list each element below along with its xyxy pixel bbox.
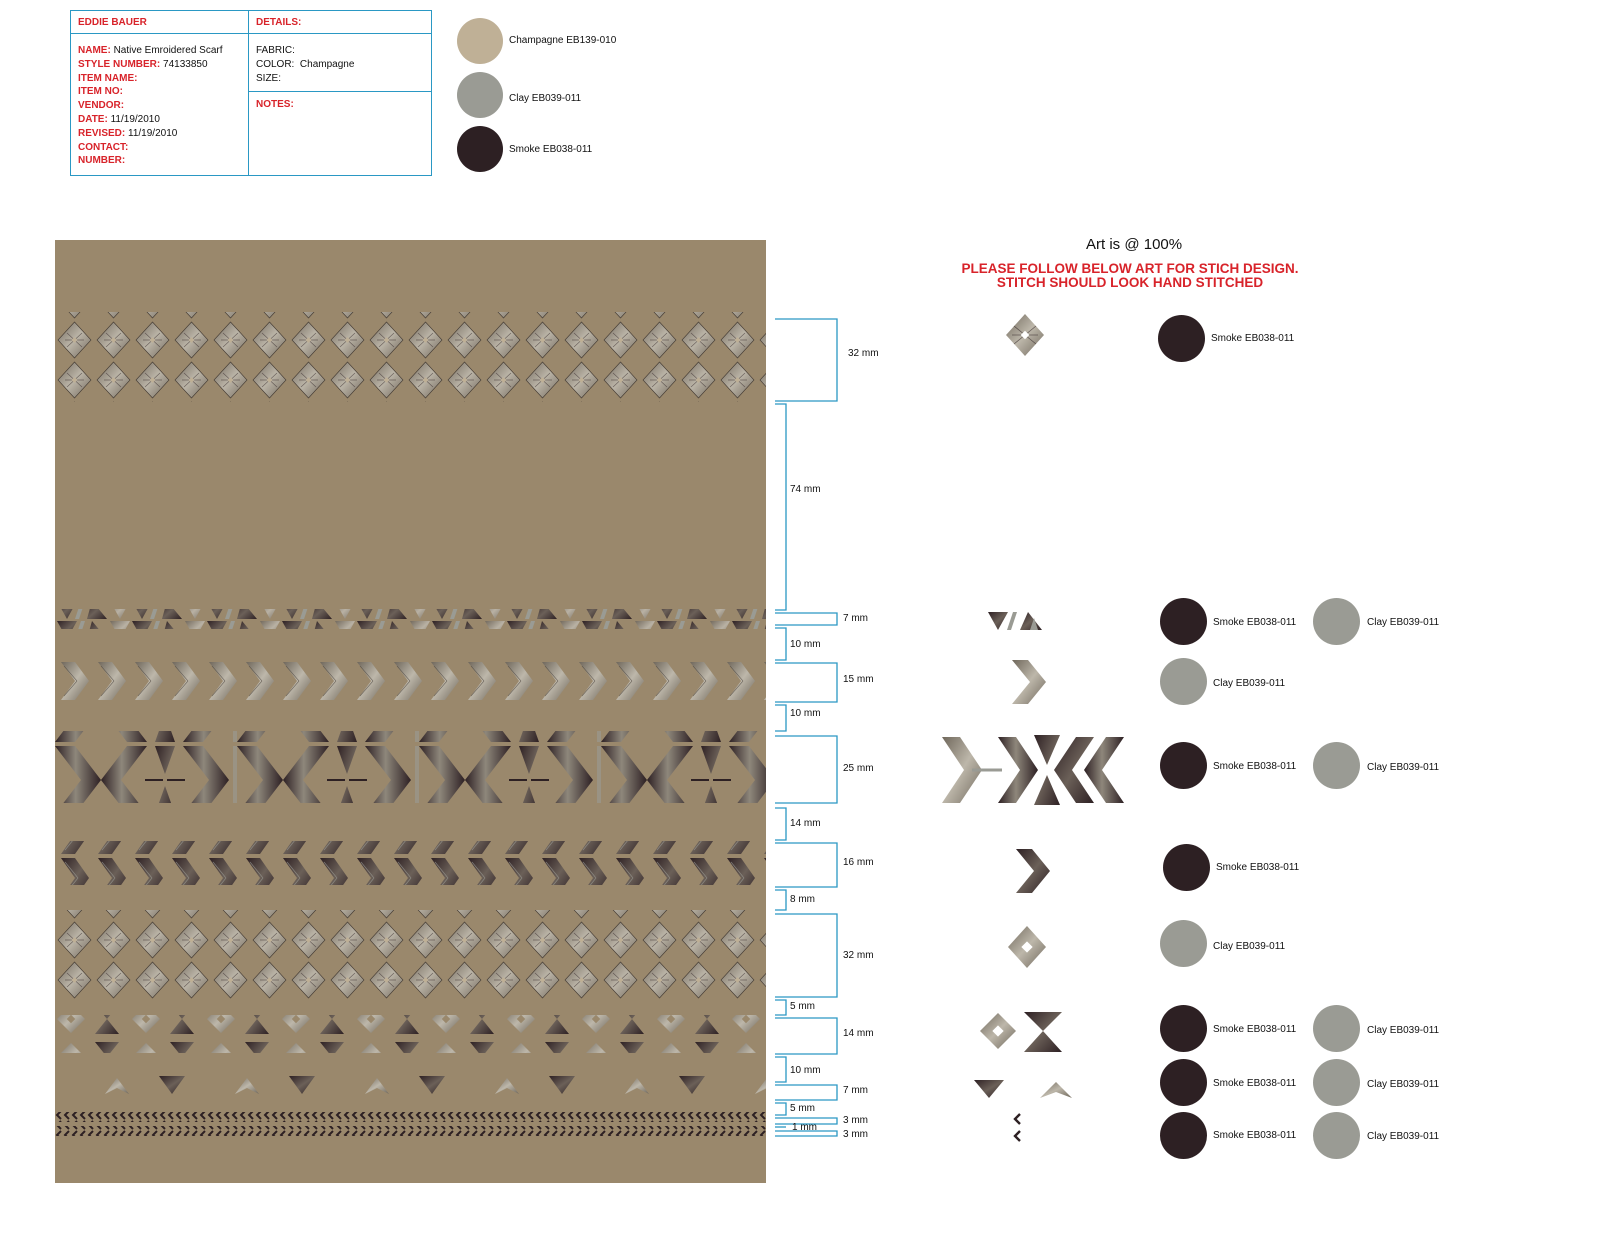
band-chevron-clay (55, 659, 766, 701)
champagne-swatch-label: Champagne EB139-010 (509, 35, 617, 46)
details-header: DETAILS: (249, 11, 431, 34)
size-row (256, 72, 431, 86)
spec-value: 74133850 (163, 58, 208, 70)
clay-swatch (1313, 742, 1360, 789)
clay-swatch-label: Clay EB039-011 (1367, 1025, 1440, 1036)
spec-row (78, 113, 248, 127)
spec-value: Native Emroidered Scarf (113, 45, 223, 56)
clay-swatch (1160, 658, 1207, 705)
spec-row (78, 127, 248, 141)
smoke-swatch (1160, 1059, 1207, 1106)
motif-diamond-hourglass (978, 1010, 1064, 1054)
clay-swatch-label: Clay EB039-011 (1213, 941, 1286, 952)
dim-label: 32 mm (848, 348, 879, 359)
smoke-swatch-label: Smoke EB038-011 (1216, 862, 1300, 873)
notes-label: NOTES: (256, 99, 294, 110)
band-chevron-smoke (55, 841, 766, 885)
smoke-swatch-label: Smoke EB038-011 (1213, 1130, 1297, 1141)
spec-value: 11/19/2010 (128, 127, 178, 139)
band-x-chevron (55, 731, 766, 803)
spec-right-column (249, 11, 431, 175)
stitch-note-line-2: STITCH SHOULD LOOK HAND STITCHED (996, 275, 1264, 290)
color-value: Champagne (299, 58, 355, 70)
clay-swatch-label: Clay EB039-011 (1213, 678, 1286, 689)
dim-label: 10 mm (790, 1065, 821, 1076)
dim-label: 3 mm (843, 1129, 868, 1140)
fabric-row (256, 44, 431, 58)
band-fine-chevron-1 (55, 1112, 766, 1122)
stitch-instructions (930, 262, 1330, 290)
spec-row (78, 44, 248, 58)
dim-label: 8 mm (790, 894, 815, 905)
spec-value: 11/19/2010 (110, 113, 160, 125)
color-row (256, 58, 431, 72)
spec-key: ITEM NO: (78, 86, 123, 98)
clay-swatch-label: Clay EB039-011 (509, 93, 582, 104)
clay-swatch-label: Clay EB039-011 (1367, 1131, 1440, 1142)
smoke-swatch (1158, 315, 1205, 362)
smoke-swatch (1160, 1005, 1207, 1052)
motif-fine-chevron-2 (1012, 1130, 1022, 1142)
band-triangle (55, 609, 766, 629)
clay-swatch-label: Clay EB039-011 (1367, 1079, 1440, 1090)
clay-swatch (1313, 598, 1360, 645)
band-diamond-hourglass (55, 1015, 766, 1053)
dim-label: 14 mm (790, 818, 821, 829)
motif-triangle (986, 610, 1056, 632)
color-label: COLOR: (256, 58, 295, 70)
smoke-swatch (457, 126, 503, 172)
dim-label: 3 mm (843, 1115, 868, 1126)
spec-sheet-box (70, 10, 432, 176)
brand-header: EDDIE BAUER (71, 11, 248, 34)
smoke-swatch-label: Smoke EB038-011 (1213, 1024, 1297, 1035)
clay-swatch (1313, 1005, 1360, 1052)
dim-label: 25 mm (843, 763, 874, 774)
spec-key: CONTACT: (78, 141, 129, 153)
spec-rows (71, 34, 248, 168)
smoke-swatch-label: Smoke EB038-011 (1213, 617, 1297, 628)
spec-key: NAME: (78, 45, 111, 56)
spec-row (78, 85, 248, 99)
spec-key: VENDOR: (78, 100, 125, 112)
spec-row (78, 72, 248, 86)
spec-key: STYLE NUMBER: (78, 58, 161, 70)
spec-row (78, 141, 248, 155)
smoke-swatch-label: Smoke EB038-011 (1211, 333, 1295, 344)
dim-label: 16 mm (843, 857, 874, 868)
clay-swatch (457, 72, 503, 118)
spec-left-column (71, 11, 249, 175)
dim-label: 32 mm (843, 950, 874, 961)
scarf-artwork (55, 240, 766, 1183)
smoke-swatch (1160, 598, 1207, 645)
clay-swatch (1313, 1059, 1360, 1106)
dim-label: 5 mm (790, 1001, 815, 1012)
fabric-label: FABRIC: (256, 45, 295, 56)
size-label: SIZE: (256, 72, 282, 84)
clay-swatch-label: Clay EB039-011 (1367, 617, 1440, 628)
motif-diamond (1004, 312, 1046, 358)
band-fine-chevron-2 (55, 1126, 766, 1136)
clay-swatch (1160, 920, 1207, 967)
motif-chevron-clay (1008, 658, 1050, 706)
dim-label: 10 mm (790, 639, 821, 650)
smoke-swatch (1160, 742, 1207, 789)
smoke-swatch (1160, 1112, 1207, 1159)
motif-small-triangles (972, 1076, 1076, 1102)
dim-label: 7 mm (843, 1085, 868, 1096)
clay-swatch-label: Clay EB039-011 (1367, 762, 1440, 773)
smoke-swatch-label: Smoke EB038-011 (1213, 1078, 1297, 1089)
dim-label: 14 mm (843, 1028, 874, 1039)
dim-label: 1 mm (792, 1122, 817, 1133)
dim-label: 10 mm (790, 708, 821, 719)
motif-chevron-smoke (1012, 847, 1054, 895)
dim-label: 5 mm (790, 1103, 815, 1114)
spec-row (78, 99, 248, 113)
details-block (249, 34, 431, 92)
band-diamond-top (55, 312, 766, 402)
stitch-note-line-1: PLEASE FOLLOW BELOW ART FOR STICH DESIGN. (961, 261, 1299, 276)
spec-row (78, 154, 248, 168)
art-scale-note: Art is @ 100% (1086, 236, 1183, 253)
smoke-swatch-label: Smoke EB038-011 (1213, 761, 1297, 772)
spec-key: REVISED: (78, 127, 126, 139)
dim-label: 74 mm (790, 484, 821, 495)
dim-label: 7 mm (843, 613, 868, 624)
spec-row (78, 58, 248, 72)
smoke-swatch-label: Smoke EB038-011 (509, 144, 593, 155)
motif-fine-chevron-1 (1012, 1113, 1022, 1125)
band-diamond-bottom (55, 910, 766, 1000)
clay-swatch (1313, 1112, 1360, 1159)
smoke-swatch (1163, 844, 1210, 891)
motif-x-chevron (942, 733, 1124, 807)
band-small-triangle (55, 1075, 766, 1101)
spec-key: DATE: (78, 113, 108, 125)
champagne-swatch (457, 18, 503, 64)
spec-key: ITEM NAME: (78, 72, 138, 84)
motif-diamond-clay (1006, 924, 1048, 970)
dim-label: 15 mm (843, 674, 874, 685)
spec-key: NUMBER: (78, 155, 126, 167)
